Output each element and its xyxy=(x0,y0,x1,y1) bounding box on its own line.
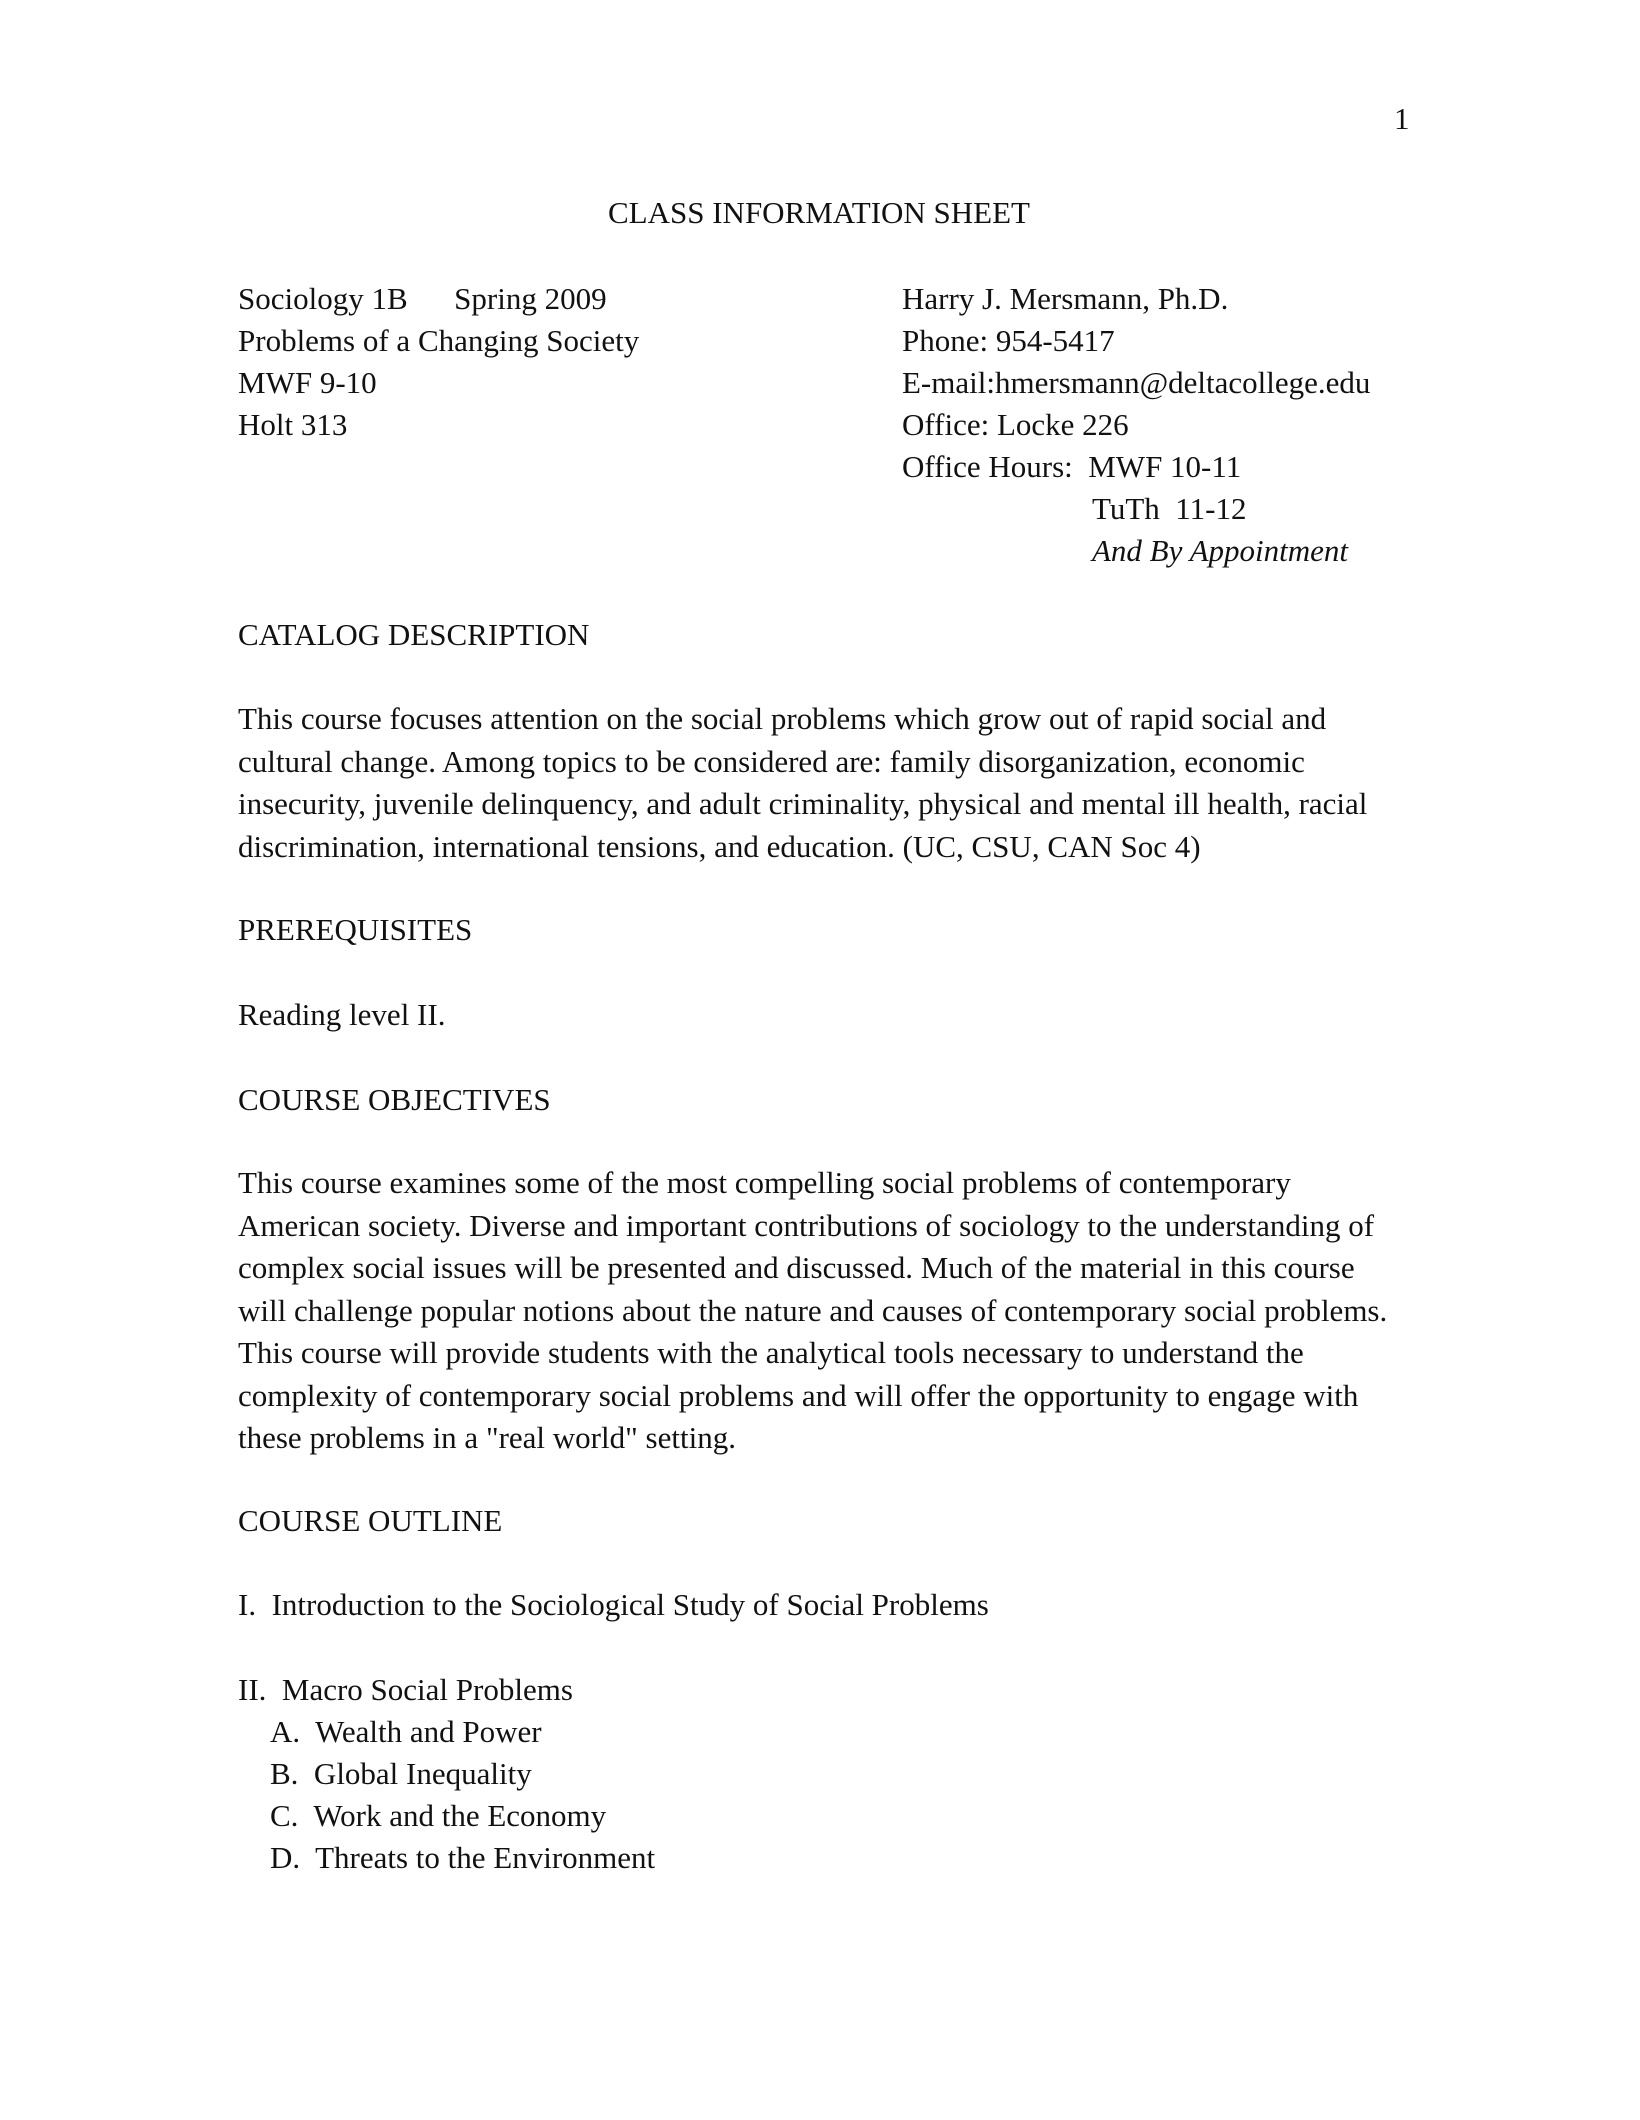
course-term: Sociology 1B Spring 2009 xyxy=(238,281,607,316)
catalog-description-text xyxy=(238,698,1418,868)
objectives-line: This course will provide students with the analytical tools necessary to understand the xyxy=(238,1335,1304,1370)
objectives-line: complex social issues will be presented and discussed. Much of the material in this course xyxy=(238,1250,1355,1285)
instructor-name: Harry J. Mersmann, Ph.D. xyxy=(902,281,1229,316)
course-outline-heading: COURSE OUTLINE xyxy=(238,1503,503,1538)
course-objectives-heading: COURSE OBJECTIVES xyxy=(238,1082,551,1117)
outline-item: B. Global Inequality xyxy=(270,1756,532,1791)
objectives-line: This course examines some of the most compelling social problems of contemporary xyxy=(238,1165,1291,1200)
office-hours-appointment: And By Appointment xyxy=(1092,533,1348,568)
course-objectives-text xyxy=(238,1162,1418,1460)
objectives-line: these problems in a "real world" setting. xyxy=(238,1420,736,1455)
prerequisites-heading: PREREQUISITES xyxy=(238,912,473,947)
catalog-line: cultural change. Among topics to be considered are: family disorganization, economic xyxy=(238,743,1305,779)
document-title: CLASS INFORMATION SHEET xyxy=(608,195,1030,230)
outline-section-2: II. Macro Social Problems xyxy=(238,1672,573,1707)
objectives-line: will challenge popular notions about the nature and causes of contemporary social problems. xyxy=(238,1292,1388,1328)
outline-item: D. Threats to the Environment xyxy=(270,1840,656,1875)
outline-item: A. Wealth and Power xyxy=(270,1714,542,1749)
catalog-line: insecurity, juvenile delinquency, and adult criminality, physical and mental ill health, racial xyxy=(238,786,1368,821)
office-hours: Office Hours: MWF 10-11 xyxy=(902,449,1242,484)
objectives-line: American society. Diverse and important contributions of sociology to the understanding of xyxy=(238,1207,1375,1243)
instructor-email: E-mail:hmersmann@deltacollege.edu xyxy=(902,365,1371,400)
prerequisites-text: Reading level II. xyxy=(238,997,446,1032)
instructor-office: Office: Locke 226 xyxy=(902,407,1129,442)
catalog-description-heading: CATALOG DESCRIPTION xyxy=(238,617,590,652)
instructor-phone: Phone: 954-5417 xyxy=(902,323,1115,358)
course-room: Holt 313 xyxy=(238,407,348,442)
outline-item: C. Work and the Economy xyxy=(270,1798,607,1833)
catalog-line: discrimination, international tensions, and education. (UC, CSU, CAN Soc 4) xyxy=(238,828,1201,864)
objectives-line: complexity of contemporary social problems and will offer the opportunity to engage with xyxy=(238,1377,1359,1413)
catalog-line: This course focuses attention on the social problems which grow out of rapid social and xyxy=(238,701,1327,736)
course-schedule: MWF 9-10 xyxy=(238,365,377,400)
outline-section-1: I. Introduction to the Sociological Study of Social Problems xyxy=(238,1587,989,1622)
page-number: 1 xyxy=(1394,101,1410,136)
course-name: Problems of a Changing Society xyxy=(238,323,640,358)
office-hours-tuth: TuTh 11-12 xyxy=(1092,491,1247,526)
